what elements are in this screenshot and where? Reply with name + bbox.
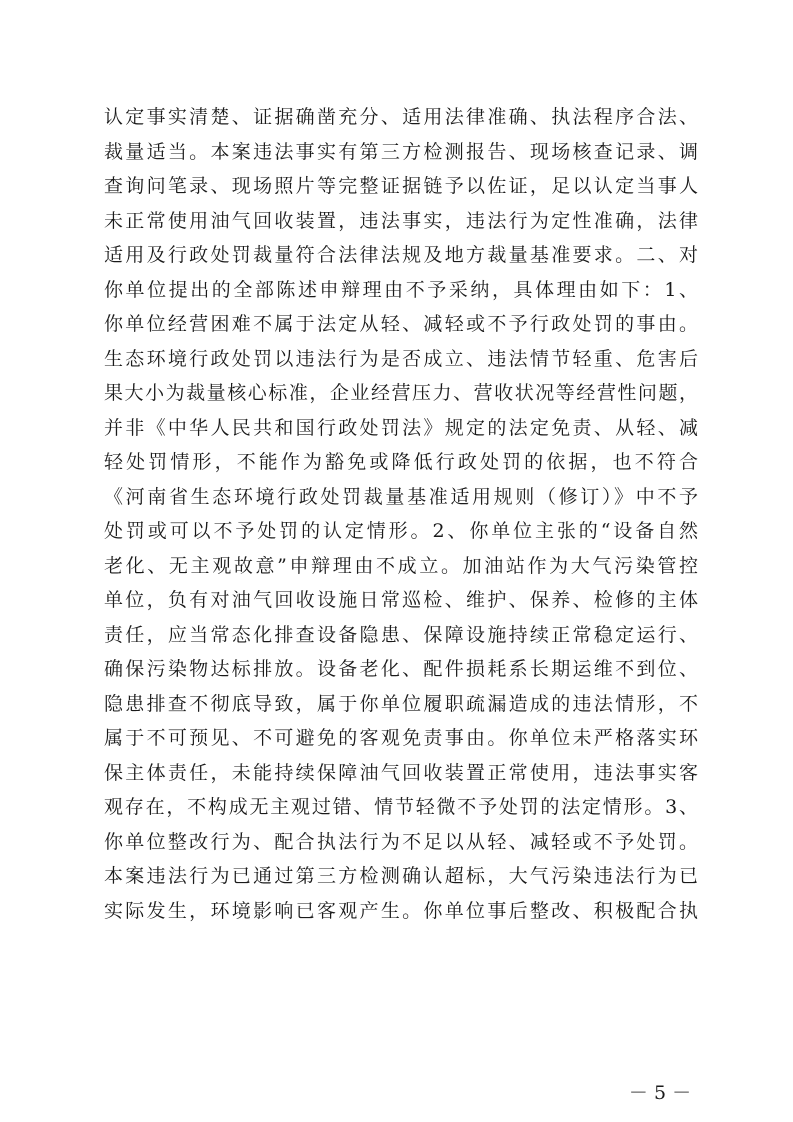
text-line: 保主体责任，未能持续保障油气回收装置正常使用，违法事实客 <box>104 761 698 784</box>
text-line: 属于不可预见、不可避免的客观免责事由。你单位未严格落实环 <box>104 727 698 749</box>
text-line: 你单位提出的全部陈述申辩理由不予采纳，具体理由如下：1、 <box>104 278 698 301</box>
text-line: 确保污染物达标排放。设备老化、配件损耗系长期运维不到位、 <box>104 658 698 680</box>
text-line: 责任，应当常态化排查设备隐患、保障设施持续正常稳定运行、 <box>104 623 698 646</box>
text-line: 观存在，不构成无主观过错、情节轻微不予处罚的法定情形。3、 <box>104 796 698 818</box>
text-line: 果大小为裁量核心标准，企业经营压力、营收状况等经营性问题， <box>104 382 698 404</box>
text-line: 你单位经营困难不属于法定从轻、减轻或不予行政处罚的事由。 <box>104 313 698 335</box>
text-line: 处罚或可以不予处罚的认定情形。2、你单位主张的“设备自然 <box>104 520 698 542</box>
text-line: 生态环境行政处罚以违法行为是否成立、违法情节轻重、危害后 <box>104 347 698 370</box>
text-line: 《河南省生态环境行政处罚裁量基准适用规则（修订）》中不予 <box>104 485 698 508</box>
text-line: 你单位整改行为、配合执法行为不足以从轻、减轻或不予处罚。 <box>104 830 698 853</box>
text-line: 单位，负有对油气回收设施日常巡检、维护、保养、检修的主体 <box>104 589 698 611</box>
text-line: 查询问笔录、现场照片等完整证据链予以佐证，足以认定当事人 <box>104 175 698 197</box>
text-line: 轻处罚情形，不能作为豁免或降低行政处罚的依据，也不符合 <box>104 451 698 473</box>
text-line: 老化、无主观故意”申辩理由不成立。加油站作为大气污染管控 <box>104 554 698 577</box>
text-line: 裁量适当。本案违法事实有第三方检测报告、现场核查记录、调 <box>104 140 698 163</box>
text-line: 认定事实清楚、证据确凿充分、适用法律准确、执法程序合法、 <box>104 106 698 128</box>
text-line: 未正常使用油气回收装置，违法事实，违法行为定性准确，法律 <box>104 209 698 232</box>
text-line: 适用及行政处罚裁量符合法律法规及地方裁量基准要求。二、对 <box>104 244 698 266</box>
body-text <box>104 100 698 928</box>
text-line: 实际发生，环境影响已客观产生。你单位事后整改、积极配合执 <box>104 899 698 922</box>
page-number: － 5 － <box>628 1082 692 1104</box>
text-line: 本案违法行为已通过第三方检测确认超标，大气污染违法行为已 <box>104 865 698 887</box>
text-line: 隐患排查不彻底导致，属于你单位履职疏漏造成的违法情形，不 <box>104 692 698 715</box>
text-line: 并非《中华人民共和国行政处罚法》规定的法定免责、从轻、减 <box>104 416 698 439</box>
